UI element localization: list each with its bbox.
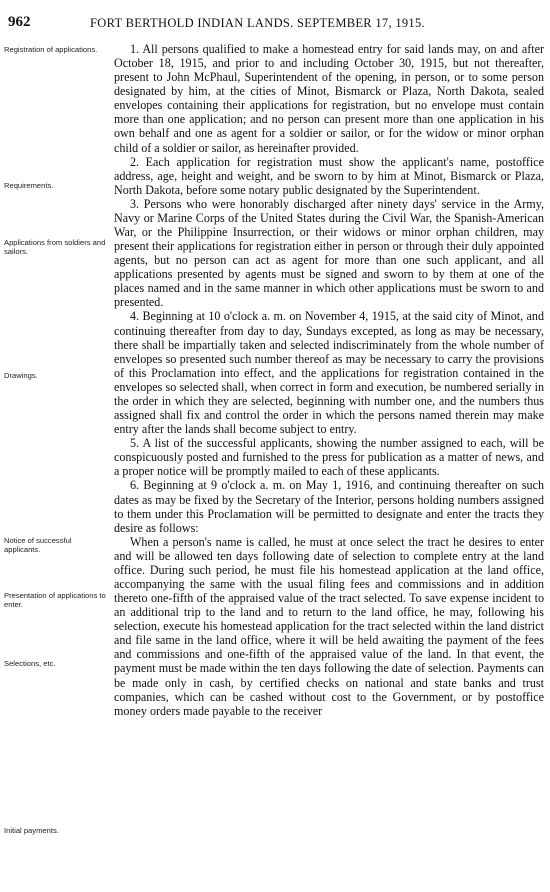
page-number: 962: [8, 14, 31, 30]
margin-note-drawings: Drawings.: [4, 371, 38, 380]
margin-note-registration: Registration of applications.: [4, 45, 98, 54]
margin-note-soldiers-sailors: Applications from soldiers and sailors.: [4, 238, 106, 256]
paragraph-6: 6. Beginning at 9 o'clock a. m. on May 1, 1916, and continuing thereafter on such dates as may be fixed by the Secretary of the Interior, persons holding numbers assigned to them under this Proclamation will be permitted to designate and enter the tracts they desire as follows:: [114, 478, 544, 535]
paragraph-1: 1. All persons qualified to make a homestead entry for said lands may, on and after October 18, 1915, and prior to and including October 30, 1915, but not thereafter, present to John McPhaul, Superintendent of the opening, in person, or to some person designated by him, at the cities of Minot, Bismarck or Plaza, North Dakota, sealed envelopes containing their applications for registration, but no envelope must contain more than one application; and no person can present more than one application in his own behalf and one as agent for a soldier or sailor, or for the widow or minor orphan child of a soldier or sailor, as hereinafter provided.: [114, 42, 544, 155]
running-title: FORT BERTHOLD INDIAN LANDS. SEPTEMBER 17, 1915.: [90, 16, 425, 30]
paragraph-5: 5. A list of the successful applicants, showing the number assigned to each, will be conspicuously posted and furnished to the press for publication as a matter of news, and a proper notice will be promptly mailed to each of these applicants.: [114, 436, 544, 479]
margin-note-notice-successful: Notice of successful applicants.: [4, 536, 72, 554]
body-text: [114, 42, 544, 718]
margin-note-requirements: Requirements.: [4, 181, 54, 190]
margin-note-selections: Selections, etc.: [4, 659, 56, 668]
paragraph-3: 3. Persons who were honorably discharged after ninety days' service in the Army, Navy or Marine Corps of the United States during the Civil War, the Spanish-American War, or the Philippine Insurrection, or their widows or minor orphan children, may present their applications for registration either in person or through their duly appointed agents, but no person can act as agent for more than one such applicant, and all applications presented by agents must be signed and sworn to by them at one of the places named and in the same manner in which other applications must be sworn to and presented.: [114, 196, 544, 310]
margin-note-presentation: Presentation of applications to enter.: [4, 591, 106, 609]
page-header: [8, 14, 542, 34]
paragraph-7: When a person's name is called, he must at once select the tract he desires to enter and will be allowed ten days following date of selection to complete entry at the land office. During such period, he must file his homestead application at the land office, accompanying the same with the usual filing fees and commissions and in addition thereto one-fifth of the appraised value of the tract selected. To save expense incident to an additional trip to the land and to return to the land office, he may, following his selection, execute his homestead application for the tract selected within the land district and file same in the land office, where it will be held awaiting the payment of the fees and commissions and one-fifth of the appraised value of the land. In that event, the payment must be made within the ten days following the date of selection. Payments can be made only in cash, by certified checks on national and state banks and trust companies, which can be cashed without cost to the Government, or by postoffice money orders made payable to the receiver: [114, 534, 544, 718]
margin-note-initial-payments: Initial payments.: [4, 826, 59, 835]
paragraph-4: 4. Beginning at 10 o'clock a. m. on November 4, 1915, at the said city of Minot, and continuing thereafter from day to day, Sundays excepted, as long as may be necessary, there shall be impartially taken and selected indiscriminately from the whole number of envelopes so presented such number thereof as may be necessary to carry the provisions of this Proclamation into effect, and the applications for registration contained in the envelopes so selected shall, when correct in form and execution, be numbered serially in the order in which they are selected, beginning with number one, and the numbers thus assigned shall fix and control the order in which the persons named therein may make entry after the lands shall become subject to entry.: [114, 309, 544, 437]
paragraph-2: 2. Each application for registration must show the applicant's name, postoffice address, age, height and weight, and be sworn to by him at Minot, Bismarck or Plaza, North Dakota, before some notary public designated by the Superintendent.: [114, 154, 544, 197]
